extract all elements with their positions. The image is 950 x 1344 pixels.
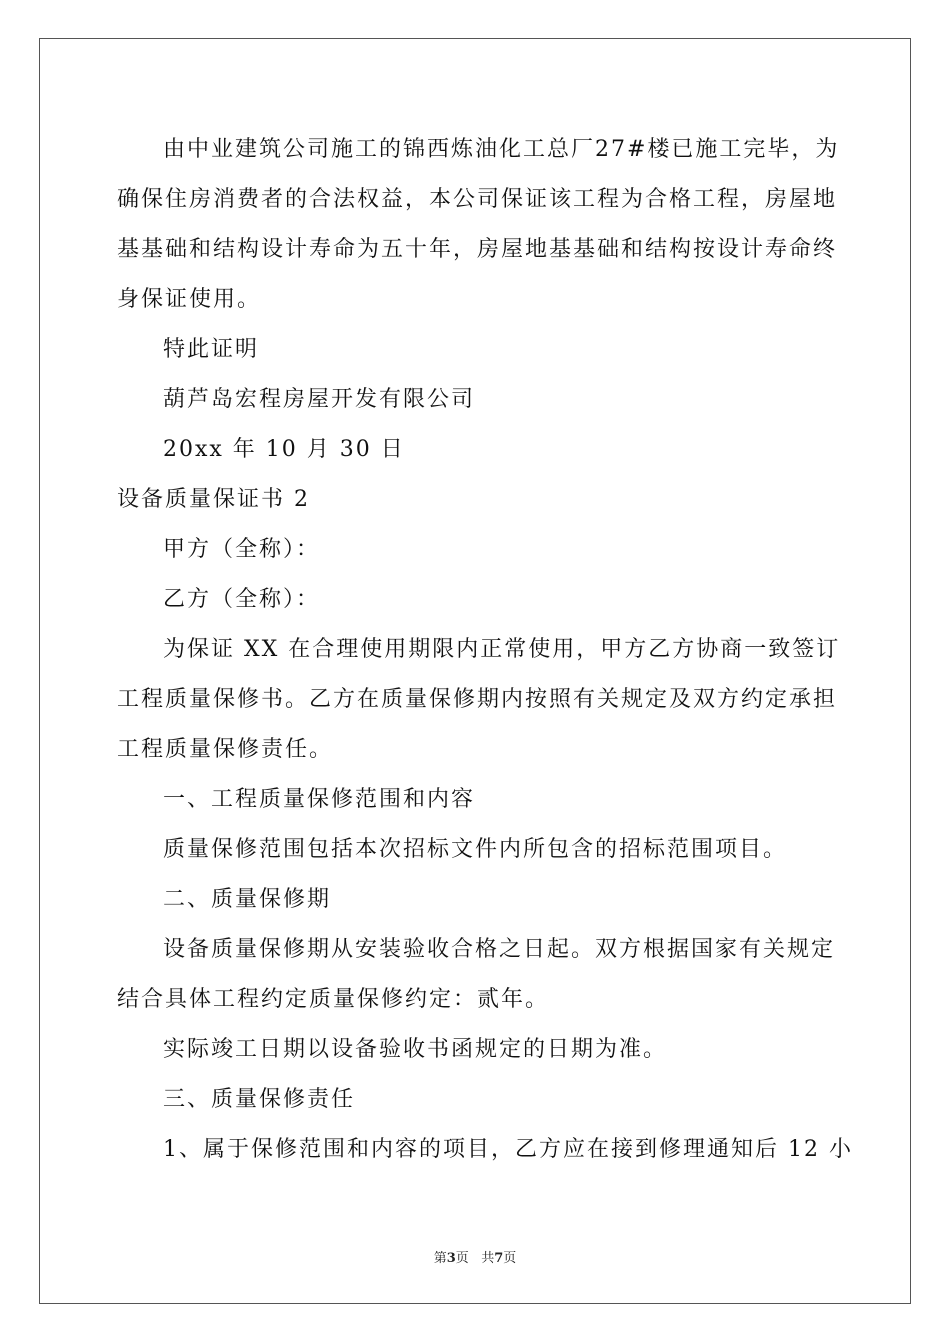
text-line: 二、质量保修期 [163, 887, 332, 912]
text-line: 质量保修范围包括本次招标文件内所包含的招标范围项目。 [163, 837, 788, 862]
total-unit: 页 [503, 1251, 517, 1266]
text-line: 工程质量保修书。乙方在质量保修期内按照有关规定及双方约定承担 [117, 687, 838, 712]
text-line: 由中业建筑公司施工的锦西炼油化工总厂27#楼已施工完毕，为 [163, 137, 840, 162]
total-prefix: 共 [481, 1251, 495, 1266]
text-line: 基基础和结构设计寿命为五十年，房屋地基基础和结构按设计寿命终 [117, 237, 838, 262]
text-line: 工程质量保修责任。 [117, 737, 334, 762]
current-page-number: 3 [446, 1251, 456, 1266]
text-line: 结合具体工程约定质量保修约定：贰年。 [117, 987, 550, 1012]
document-body [117, 125, 853, 1175]
text-line: 三、质量保修责任 [163, 1087, 356, 1112]
text-line: 乙方（全称）： [163, 587, 321, 612]
text-line: 一、工程质量保修范围和内容 [163, 787, 476, 812]
text-line: 20xx 年 10 月 30 日 [163, 437, 405, 462]
page-footer [0, 1247, 950, 1266]
text-line: 设备质量保证书 2 [117, 487, 310, 512]
text-line: 身保证使用。 [117, 287, 262, 312]
total-page-number: 7 [494, 1251, 504, 1266]
text-line: 确保住房消费者的合法权益，本公司保证该工程为合格工程，房屋地 [117, 187, 838, 212]
text-line: 葫芦岛宏程房屋开发有限公司 [163, 387, 476, 412]
text-line: 设备质量保修期从安装验收合格之日起。双方根据国家有关规定 [163, 937, 836, 962]
text-line: 实际竣工日期以设备验收书函规定的日期为准。 [163, 1037, 668, 1062]
text-line: 特此证明 [163, 337, 260, 362]
page-prefix: 第 [433, 1251, 447, 1266]
text-line: 1、属于保修范围和内容的项目，乙方应在接到修理通知后 12 小 [163, 1137, 853, 1162]
text-line: 甲方（全称）： [163, 537, 321, 562]
text-line: 为保证 XX 在合理使用期限内正常使用，甲方乙方协商一致签订 [163, 637, 841, 662]
page-unit: 页 [455, 1251, 469, 1266]
